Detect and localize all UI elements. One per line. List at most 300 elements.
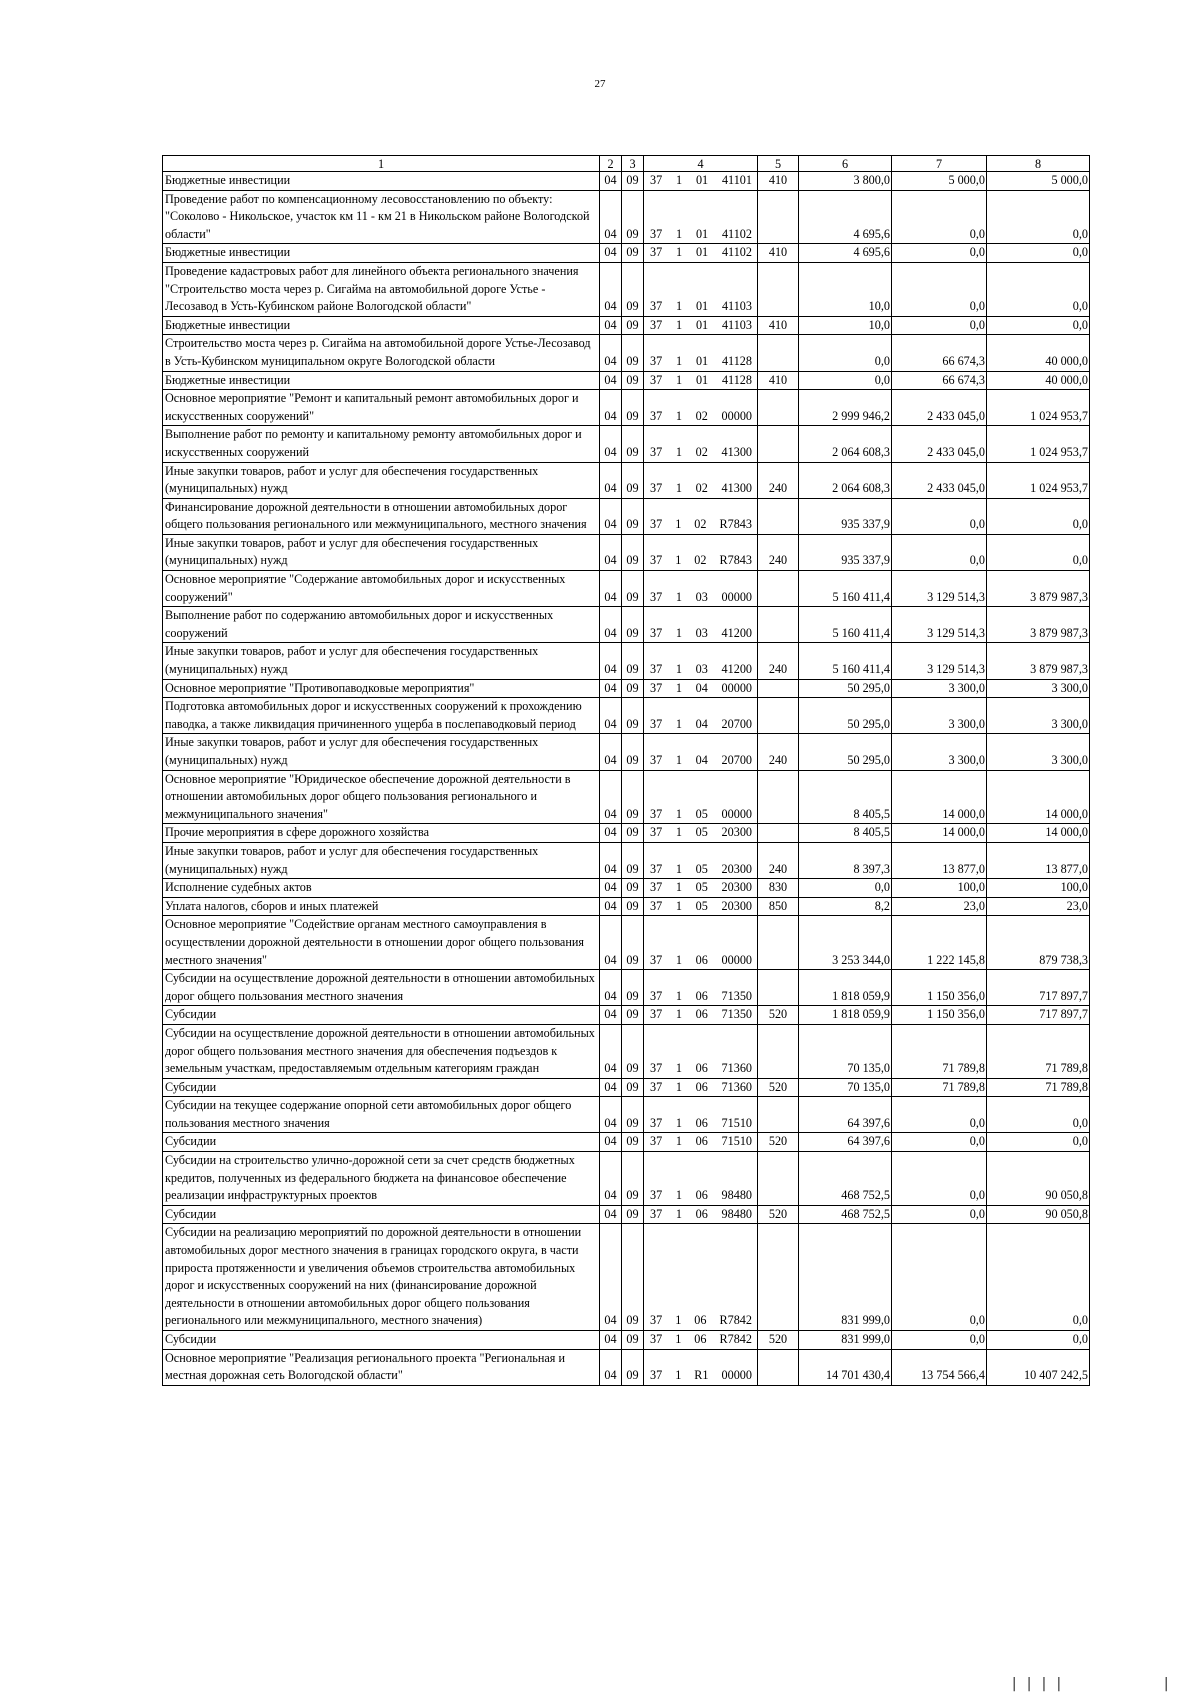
program-code: 37 — [650, 1007, 663, 1022]
subsection-code: 09 — [622, 534, 644, 570]
expense-type-code: 240 — [758, 534, 799, 570]
amount-col-8: 1 024 953,7 — [987, 390, 1090, 426]
table-row — [163, 390, 1090, 426]
amount-col-8: 40 000,0 — [987, 371, 1090, 390]
subprogram-code: 1 — [675, 517, 682, 532]
measure-code: 06 — [695, 1206, 708, 1221]
amount-col-7: 0,0 — [892, 1331, 987, 1350]
row-name: Выполнение работ по ремонту и капитальному ремонту автомобильных дорог и искусственных сооружений — [163, 426, 600, 462]
amount-col-8: 0,0 — [987, 1133, 1090, 1152]
row-name: Основное мероприятие "Содержание автомобильных дорог и искусственных сооружений" — [163, 571, 600, 607]
measure-code: 06 — [695, 988, 708, 1003]
amount-col-8: 0,0 — [987, 1097, 1090, 1133]
table-row — [163, 970, 1090, 1006]
subsection-code: 09 — [622, 698, 644, 734]
amount-col-8: 879 738,3 — [987, 916, 1090, 970]
section-code: 04 — [600, 1205, 622, 1224]
program-code: 37 — [650, 988, 663, 1003]
section-code: 04 — [600, 916, 622, 970]
expense-type-code: 410 — [758, 316, 799, 335]
target-article-code — [644, 262, 758, 316]
direction-code: 98480 — [721, 1206, 752, 1221]
header-cell: 3 — [622, 156, 644, 172]
program-code: 37 — [650, 226, 663, 241]
subprogram-code: 1 — [675, 861, 682, 876]
expense-type-code — [758, 262, 799, 316]
table-row — [163, 316, 1090, 335]
section-code: 04 — [600, 262, 622, 316]
table-row — [163, 244, 1090, 263]
header-cell: 1 — [163, 156, 600, 172]
table-row — [163, 698, 1090, 734]
amount-col-8: 23,0 — [987, 897, 1090, 916]
amount-col-8: 0,0 — [987, 262, 1090, 316]
amount-col-6: 5 160 411,4 — [799, 643, 892, 679]
section-code: 04 — [600, 534, 622, 570]
amount-col-7: 100,0 — [892, 879, 987, 898]
amount-col-7: 23,0 — [892, 897, 987, 916]
target-article-code — [644, 172, 758, 191]
table-row — [163, 1024, 1090, 1078]
row-name: Субсидии — [163, 1006, 600, 1025]
amount-col-7: 3 300,0 — [892, 698, 987, 734]
target-article-code — [644, 190, 758, 244]
measure-code: 05 — [695, 806, 708, 821]
row-name: Проведение работ по компенсационному лесовосстановлению по объекту: "Соколово - Никольское, участок км 11 - км 21 в Никольском районе Вологодской области" — [163, 190, 600, 244]
expense-type-code: 410 — [758, 371, 799, 390]
subprogram-code: 1 — [675, 1368, 682, 1383]
subprogram-code: 1 — [675, 444, 682, 459]
expense-type-code — [758, 607, 799, 643]
amount-col-6: 50 295,0 — [799, 734, 892, 770]
subprogram-code: 1 — [675, 806, 682, 821]
section-code: 04 — [600, 1078, 622, 1097]
expense-type-code: 520 — [758, 1078, 799, 1097]
subprogram-code: 1 — [675, 988, 682, 1003]
measure-code: 05 — [695, 861, 708, 876]
amount-col-6: 831 999,0 — [799, 1331, 892, 1350]
subprogram-code: 1 — [675, 1134, 682, 1149]
measure-code: 06 — [695, 1079, 708, 1094]
expense-type-code — [758, 498, 799, 534]
row-name: Иные закупки товаров, работ и услуг для обеспечения государственных (муниципальных) нужд — [163, 734, 600, 770]
header-cell: 2 — [600, 156, 622, 172]
amount-col-6: 468 752,5 — [799, 1152, 892, 1206]
table-row — [163, 1205, 1090, 1224]
subsection-code: 09 — [622, 679, 644, 698]
section-code: 04 — [600, 897, 622, 916]
amount-col-8: 0,0 — [987, 534, 1090, 570]
direction-code: 41300 — [721, 481, 752, 496]
table-row — [163, 498, 1090, 534]
target-article-code — [644, 1024, 758, 1078]
table-row — [163, 262, 1090, 316]
section-code: 04 — [600, 879, 622, 898]
direction-code: 20300 — [721, 825, 752, 840]
direction-code: 71510 — [721, 1115, 752, 1130]
amount-col-6: 3 253 344,0 — [799, 916, 892, 970]
amount-col-6: 64 397,6 — [799, 1133, 892, 1152]
subprogram-code: 1 — [675, 880, 682, 895]
row-name: Бюджетные инвестиции — [163, 172, 600, 191]
amount-col-6: 2 999 946,2 — [799, 390, 892, 426]
amount-col-6: 1 818 059,9 — [799, 1006, 892, 1025]
amount-col-8: 71 789,8 — [987, 1078, 1090, 1097]
direction-code: 41103 — [721, 299, 752, 314]
measure-code: 01 — [695, 299, 709, 314]
subprogram-code: 1 — [675, 1079, 682, 1094]
direction-code: 20300 — [721, 880, 752, 895]
direction-code: 41102 — [721, 245, 752, 260]
program-code: 37 — [650, 299, 663, 314]
target-article-code — [644, 879, 758, 898]
subsection-code: 09 — [622, 643, 644, 679]
amount-col-8: 1 024 953,7 — [987, 426, 1090, 462]
row-name: Субсидии на осуществление дорожной деятельности в отношении автомобильных дорог общего пользования местного значения для обеспечения подъездов к земельным участкам, предоставляемым отдельным категориям граждан — [163, 1024, 600, 1078]
amount-col-7: 0,0 — [892, 1152, 987, 1206]
amount-col-8: 717 897,7 — [987, 970, 1090, 1006]
amount-col-6: 14 701 430,4 — [799, 1349, 892, 1385]
amount-col-7: 5 000,0 — [892, 172, 987, 191]
amount-col-6: 0,0 — [799, 335, 892, 371]
row-name: Основное мероприятие "Противопаводковые мероприятия" — [163, 679, 600, 698]
amount-col-7: 0,0 — [892, 262, 987, 316]
expense-type-code: 830 — [758, 879, 799, 898]
expense-type-code: 520 — [758, 1006, 799, 1025]
program-code: 37 — [650, 898, 663, 913]
amount-col-6: 8 405,5 — [799, 824, 892, 843]
header-cell: 4 — [644, 156, 758, 172]
amount-col-6: 468 752,5 — [799, 1205, 892, 1224]
row-name: Иные закупки товаров, работ и услуг для обеспечения государственных (муниципальных) нужд — [163, 643, 600, 679]
program-code: 37 — [650, 317, 663, 332]
amount-col-8: 100,0 — [987, 879, 1090, 898]
subsection-code: 09 — [622, 824, 644, 843]
table-row — [163, 1349, 1090, 1385]
amount-col-6: 4 695,6 — [799, 190, 892, 244]
amount-col-6: 50 295,0 — [799, 698, 892, 734]
table-row — [163, 897, 1090, 916]
table-row — [163, 426, 1090, 462]
program-code: 37 — [650, 173, 663, 187]
expense-type-code — [758, 390, 799, 426]
program-code: 37 — [650, 861, 663, 876]
row-name: Субсидии на осуществление дорожной деятельности в отношении автомобильных дорог общего пользования местного значения — [163, 970, 600, 1006]
measure-code: 06 — [695, 1115, 708, 1130]
amount-col-7: 2 433 045,0 — [892, 426, 987, 462]
expense-type-code — [758, 1152, 799, 1206]
section-code: 04 — [600, 1133, 622, 1152]
amount-col-8: 1 024 953,7 — [987, 462, 1090, 498]
scan-mark: | | | | — [1010, 1676, 1063, 1692]
amount-col-8: 3 300,0 — [987, 698, 1090, 734]
budget-table — [162, 155, 1090, 1386]
row-name: Иные закупки товаров, работ и услуг для обеспечения государственных (муниципальных) нужд — [163, 842, 600, 878]
subsection-code: 09 — [622, 462, 644, 498]
section-code: 04 — [600, 970, 622, 1006]
page-number: 27 — [594, 78, 606, 90]
amount-col-8: 0,0 — [987, 1224, 1090, 1331]
section-code: 04 — [600, 1024, 622, 1078]
section-code: 04 — [600, 335, 622, 371]
program-code: 37 — [650, 372, 663, 387]
program-code: 37 — [650, 517, 663, 532]
direction-code: 00000 — [721, 589, 752, 604]
table-row — [163, 462, 1090, 498]
amount-col-7: 13 877,0 — [892, 842, 987, 878]
table-row — [163, 172, 1090, 191]
header-row — [163, 156, 1090, 172]
expense-type-code — [758, 824, 799, 843]
section-code: 04 — [600, 734, 622, 770]
expense-type-code — [758, 679, 799, 698]
expense-type-code: 410 — [758, 172, 799, 191]
amount-col-6: 8,2 — [799, 897, 892, 916]
subprogram-code: 1 — [675, 1206, 682, 1221]
direction-code: R7842 — [719, 1332, 752, 1346]
subsection-code: 09 — [622, 916, 644, 970]
amount-col-6: 2 064 608,3 — [799, 426, 892, 462]
measure-code: 06 — [695, 1188, 708, 1203]
subprogram-code: 1 — [675, 1313, 682, 1328]
subsection-code: 09 — [622, 770, 644, 824]
subprogram-code: 1 — [676, 173, 683, 187]
section-code: 04 — [600, 244, 622, 263]
expense-type-code — [758, 190, 799, 244]
table-row — [163, 1152, 1090, 1206]
table-row — [163, 1133, 1090, 1152]
expense-type-code — [758, 770, 799, 824]
program-code: 37 — [650, 408, 663, 423]
amount-col-8: 717 897,7 — [987, 1006, 1090, 1025]
subsection-code: 09 — [622, 316, 644, 335]
amount-col-6: 1 818 059,9 — [799, 970, 892, 1006]
amount-col-6: 8 405,5 — [799, 770, 892, 824]
section-code: 04 — [600, 371, 622, 390]
program-code: 37 — [650, 1061, 663, 1076]
amount-col-8: 3 879 987,3 — [987, 571, 1090, 607]
amount-col-8: 71 789,8 — [987, 1024, 1090, 1078]
row-name: Субсидии — [163, 1205, 600, 1224]
target-article-code — [644, 842, 758, 878]
header-cell: 7 — [892, 156, 987, 172]
amount-col-7: 0,0 — [892, 534, 987, 570]
direction-code: 41128 — [721, 372, 752, 387]
measure-code: 03 — [695, 625, 708, 640]
amount-col-8: 10 407 242,5 — [987, 1349, 1090, 1385]
section-code: 04 — [600, 698, 622, 734]
program-code: 37 — [650, 589, 663, 604]
subsection-code: 09 — [622, 1133, 644, 1152]
row-name: Подготовка автомобильных дорог и искусственных сооружений к прохождению паводка, а также ликвидация причиненного ущерба в послепаводковый период — [163, 698, 600, 734]
section-code: 04 — [600, 390, 622, 426]
target-article-code — [644, 1152, 758, 1206]
direction-code: 00000 — [721, 408, 752, 423]
target-article-code — [644, 1205, 758, 1224]
subprogram-code: 1 — [675, 825, 682, 840]
program-code: 37 — [650, 1332, 663, 1346]
expense-type-code: 520 — [758, 1205, 799, 1224]
amount-col-6: 0,0 — [799, 371, 892, 390]
amount-col-7: 14 000,0 — [892, 824, 987, 843]
amount-col-8: 3 879 987,3 — [987, 607, 1090, 643]
direction-code: 71360 — [721, 1079, 752, 1094]
measure-code: 01 — [695, 245, 709, 260]
table-row — [163, 571, 1090, 607]
subprogram-code: 1 — [675, 898, 682, 913]
table-row — [163, 534, 1090, 570]
direction-code: 71510 — [721, 1134, 752, 1149]
measure-code: 06 — [695, 1061, 708, 1076]
row-name: Прочие мероприятия в сфере дорожного хозяйства — [163, 824, 600, 843]
program-code: 37 — [650, 806, 663, 821]
program-code: 37 — [650, 1313, 663, 1328]
section-code: 04 — [600, 172, 622, 191]
subprogram-code: 1 — [675, 1332, 682, 1346]
amount-col-6: 10,0 — [799, 262, 892, 316]
table-row — [163, 371, 1090, 390]
table-row — [163, 879, 1090, 898]
direction-code: 98480 — [721, 1188, 752, 1203]
subprogram-code: 1 — [675, 753, 682, 767]
table-row — [163, 842, 1090, 878]
direction-code: 71350 — [721, 1007, 752, 1022]
amount-col-7: 66 674,3 — [892, 335, 987, 371]
amount-col-8: 0,0 — [987, 190, 1090, 244]
table-row — [163, 1006, 1090, 1025]
table-row — [163, 679, 1090, 698]
measure-code: 05 — [695, 898, 708, 913]
subprogram-code: 1 — [675, 481, 682, 496]
section-code: 04 — [600, 1224, 622, 1331]
direction-code: 00000 — [721, 1368, 752, 1383]
target-article-code — [644, 1224, 758, 1331]
target-article-code — [644, 679, 758, 698]
measure-code: R1 — [694, 1368, 709, 1383]
section-code: 04 — [600, 571, 622, 607]
subsection-code: 09 — [622, 571, 644, 607]
target-article-code — [644, 770, 758, 824]
subprogram-code: 1 — [676, 372, 683, 387]
target-article-code — [644, 426, 758, 462]
subsection-code: 09 — [622, 244, 644, 263]
section-code: 04 — [600, 462, 622, 498]
expense-type-code — [758, 1349, 799, 1385]
amount-col-7: 0,0 — [892, 1224, 987, 1331]
program-code: 37 — [650, 245, 663, 260]
subprogram-code: 1 — [675, 716, 682, 731]
table-row — [163, 824, 1090, 843]
table-row — [163, 335, 1090, 371]
expense-type-code — [758, 1097, 799, 1133]
direction-code: 41128 — [721, 353, 752, 368]
amount-col-7: 2 433 045,0 — [892, 462, 987, 498]
row-name: Основное мероприятие "Юридическое обеспечение дорожной деятельности в отношении автомобильных дорог общего пользования регионального и межмуниципального значения" — [163, 770, 600, 824]
measure-code: 06 — [694, 1313, 707, 1328]
section-code: 04 — [600, 498, 622, 534]
measure-code: 06 — [695, 1134, 708, 1149]
row-name: Иные закупки товаров, работ и услуг для обеспечения государственных (муниципальных) нужд — [163, 534, 600, 570]
target-article-code — [644, 734, 758, 770]
subsection-code: 09 — [622, 1006, 644, 1025]
direction-code: 20300 — [721, 898, 752, 913]
amount-col-6: 0,0 — [799, 879, 892, 898]
direction-code: 20700 — [721, 716, 752, 731]
section-code: 04 — [600, 824, 622, 843]
amount-col-7: 3 129 514,3 — [892, 607, 987, 643]
target-article-code — [644, 371, 758, 390]
amount-col-7: 0,0 — [892, 190, 987, 244]
measure-code: 06 — [695, 952, 708, 967]
target-article-code — [644, 244, 758, 263]
row-name: Строительство моста через р. Сигайма на автомобильной дороге Устье-Лесозавод в Усть-Кубинском муниципальном округе Вологодской области — [163, 335, 600, 371]
subsection-code: 09 — [622, 734, 644, 770]
amount-col-7: 1 150 356,0 — [892, 1006, 987, 1025]
amount-col-7: 0,0 — [892, 316, 987, 335]
program-code: 37 — [650, 825, 663, 840]
subprogram-code: 1 — [676, 245, 683, 260]
amount-col-6: 70 135,0 — [799, 1078, 892, 1097]
direction-code: 20700 — [721, 753, 752, 767]
amount-col-6: 8 397,3 — [799, 842, 892, 878]
row-name: Проведение кадастровых работ для линейного объекта регионального значения "Строительство моста через р. Сигайма на автомобильной дороге Устье - Лесозавод в Усть-Кубинском районе Вологодской области" — [163, 262, 600, 316]
measure-code: 02 — [694, 517, 707, 532]
direction-code: 41300 — [721, 444, 752, 459]
subprogram-code: 1 — [675, 625, 682, 640]
amount-col-8: 0,0 — [987, 498, 1090, 534]
row-name: Уплата налогов, сборов и иных платежей — [163, 897, 600, 916]
amount-col-7: 3 129 514,3 — [892, 643, 987, 679]
direction-code: 41200 — [721, 662, 752, 677]
subsection-code: 09 — [622, 607, 644, 643]
table-body — [163, 172, 1090, 1386]
section-code: 04 — [600, 190, 622, 244]
program-code: 37 — [650, 1134, 663, 1149]
table-row — [163, 916, 1090, 970]
target-article-code — [644, 335, 758, 371]
program-code: 37 — [650, 880, 663, 895]
target-article-code — [644, 970, 758, 1006]
target-article-code — [644, 498, 758, 534]
expense-type-code — [758, 1024, 799, 1078]
measure-code: 05 — [695, 880, 708, 895]
subsection-code: 09 — [622, 1078, 644, 1097]
measure-code: 04 — [695, 680, 708, 695]
amount-col-7: 3 300,0 — [892, 734, 987, 770]
row-name: Субсидии на текущее содержание опорной сети автомобильных дорог общего пользования местного значения — [163, 1097, 600, 1133]
table-row — [163, 1078, 1090, 1097]
target-article-code — [644, 1331, 758, 1350]
section-code: 04 — [600, 426, 622, 462]
amount-col-6: 935 337,9 — [799, 498, 892, 534]
direction-code: 41103 — [721, 317, 752, 332]
subsection-code: 09 — [622, 390, 644, 426]
expense-type-code — [758, 916, 799, 970]
header-cell: 6 — [799, 156, 892, 172]
table-row — [163, 1097, 1090, 1133]
expense-type-code: 520 — [758, 1133, 799, 1152]
amount-col-6: 50 295,0 — [799, 679, 892, 698]
expense-type-code: 240 — [758, 734, 799, 770]
expense-type-code — [758, 571, 799, 607]
program-code: 37 — [650, 662, 663, 677]
section-code: 04 — [600, 1006, 622, 1025]
subprogram-code: 1 — [675, 408, 682, 423]
expense-type-code — [758, 335, 799, 371]
amount-col-8: 0,0 — [987, 244, 1090, 263]
target-article-code — [644, 1078, 758, 1097]
subsection-code: 09 — [622, 1097, 644, 1133]
